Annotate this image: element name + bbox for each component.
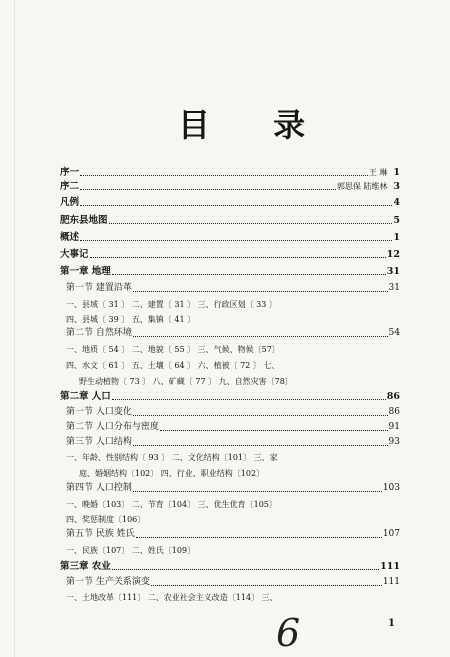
toc-entry-page: 4 — [393, 197, 400, 208]
toc-entry-chapter-2[interactable] — [60, 390, 400, 403]
toc-entry-preface-1[interactable] — [60, 166, 400, 179]
handwritten-mark: 6 — [276, 611, 301, 655]
toc-entry-page: 54 — [388, 328, 400, 338]
toc-entry-author: 郭思保 陆维林 — [336, 182, 388, 191]
leader-dots — [90, 257, 386, 258]
leader-dots — [112, 274, 386, 275]
toc-entry-2-4[interactable] — [66, 482, 400, 495]
toc-subentry: 一、县域〔 31 〕 二、建置〔 31 〕 三、行政区划〔 33 〕 — [66, 300, 277, 309]
toc-subentry: 四、水文〔 61 〕 五、土壤〔 64 〕 六、植被〔 72 〕 七、 — [66, 361, 280, 370]
toc-entry-2-3[interactable] — [66, 436, 400, 449]
toc-entry-label: 序一 — [60, 167, 80, 178]
toc-entry-page: 1 — [393, 167, 400, 178]
toc-entry-label: 第一节 生产关系演变 — [66, 577, 150, 587]
toc-entry-page: 5 — [393, 215, 400, 226]
toc-subentry: 四、奖惩制度〔106〕 — [66, 515, 146, 524]
toc-entry-page: 86 — [386, 391, 400, 402]
leader-dots — [160, 430, 388, 431]
toc-entry-2-5[interactable] — [66, 528, 400, 541]
toc-entry-overview[interactable] — [60, 231, 400, 244]
toc-subentry: 庭、婚姻结构〔102〕 四、行业、职业结构〔102〕 — [79, 469, 265, 478]
leader-dots — [133, 445, 388, 446]
toc-entry-1-2[interactable] — [66, 327, 400, 340]
toc-subentry: 一、年龄、性别结构〔 93 〕 二、文化结构〔101〕 三、家 — [66, 453, 278, 462]
leader-dots — [80, 205, 392, 206]
toc-entry-label: 第二章 人口 — [60, 391, 111, 402]
leader-dots — [80, 189, 336, 190]
toc-subentry: 一、晚婚〔103〕 二、节育〔104〕 三、优生优育〔105〕 — [66, 500, 277, 509]
toc-entry-chronicle[interactable] — [60, 248, 400, 261]
toc-entry-map[interactable] — [60, 214, 400, 227]
toc-entry-1-1[interactable] — [66, 282, 400, 295]
page-number: 1 — [388, 618, 395, 629]
toc-entry-label: 序二 — [60, 181, 80, 192]
leader-dots — [136, 537, 382, 538]
toc-entry-page: 86 — [388, 407, 400, 417]
toc-entry-label: 第四节 人口控制 — [66, 483, 132, 493]
toc-entry-page: 91 — [388, 422, 400, 432]
toc-entry-3-1[interactable] — [66, 576, 400, 589]
leader-dots — [109, 223, 393, 224]
toc-entry-label: 第二节 自然环境 — [66, 328, 132, 338]
leader-dots — [133, 415, 388, 416]
toc-entry-label: 第一节 人口变化 — [66, 407, 132, 417]
toc-entry-page: 31 — [386, 266, 400, 277]
toc-entry-2-1[interactable] — [66, 406, 400, 419]
toc-subentry: 四、县城〔 39 〕 五、集镇〔 41 〕 — [66, 315, 196, 324]
toc-entry-label: 第一章 地理 — [60, 266, 111, 277]
leader-dots — [80, 240, 392, 241]
toc-entry-label: 第三章 农业 — [60, 561, 111, 572]
toc-entry-chapter-3[interactable] — [60, 560, 400, 573]
page-title: 目 录 — [178, 106, 332, 144]
toc-subentry: 一、民族〔107〕 二、姓氏〔109〕 — [66, 546, 196, 555]
toc-entry-page: 111 — [382, 577, 400, 587]
toc-entry-page: 3 — [393, 181, 400, 192]
toc-entry-label: 肥东县地图 — [60, 215, 108, 226]
toc-subentry: 一、地质〔 54 〕 二、地貌〔 55 〕 三、气候、物候〔57〕 — [66, 345, 280, 354]
toc-entry-label: 大事记 — [60, 249, 89, 260]
leader-dots — [133, 491, 382, 492]
toc-entry-preface-2[interactable] — [60, 180, 400, 193]
toc-entry-label: 第二节 人口分布与密度 — [66, 422, 159, 432]
leader-dots — [80, 175, 368, 176]
toc-entry-page: 31 — [388, 283, 400, 293]
toc-entry-label: 凡例 — [60, 197, 80, 208]
leader-dots — [133, 336, 388, 337]
leader-dots — [112, 399, 386, 400]
toc-entry-label: 第一节 建置沿革 — [66, 283, 132, 293]
toc-entry-guidelines[interactable] — [60, 196, 400, 209]
leader-dots — [133, 291, 388, 292]
toc-subentry: 一、土地改革〔111〕 二、农业社会主义改造〔114〕 三、 — [66, 593, 278, 602]
toc-entry-2-2[interactable] — [66, 421, 400, 434]
toc-subentry: 野生动植物〔 73 〕 八、矿藏〔 77 〕 九、自然灾害〔78〕 — [79, 377, 293, 386]
toc-entry-page: 12 — [386, 249, 400, 260]
toc-entry-page: 103 — [382, 483, 400, 493]
toc-entry-page: 111 — [380, 561, 400, 572]
toc-entry-label: 第三节 人口结构 — [66, 437, 132, 447]
leader-dots — [112, 569, 379, 570]
leader-dots — [151, 585, 382, 586]
toc-entry-page: 107 — [382, 529, 400, 539]
toc-entry-chapter-1[interactable] — [60, 265, 400, 278]
toc-entry-label: 第五节 民族 姓氏 — [66, 529, 135, 539]
toc-entry-page: 93 — [388, 437, 400, 447]
toc-entry-page: 1 — [393, 232, 400, 243]
toc-entry-label: 概述 — [60, 232, 80, 243]
toc-entry-author: 王 琳 — [368, 168, 388, 177]
